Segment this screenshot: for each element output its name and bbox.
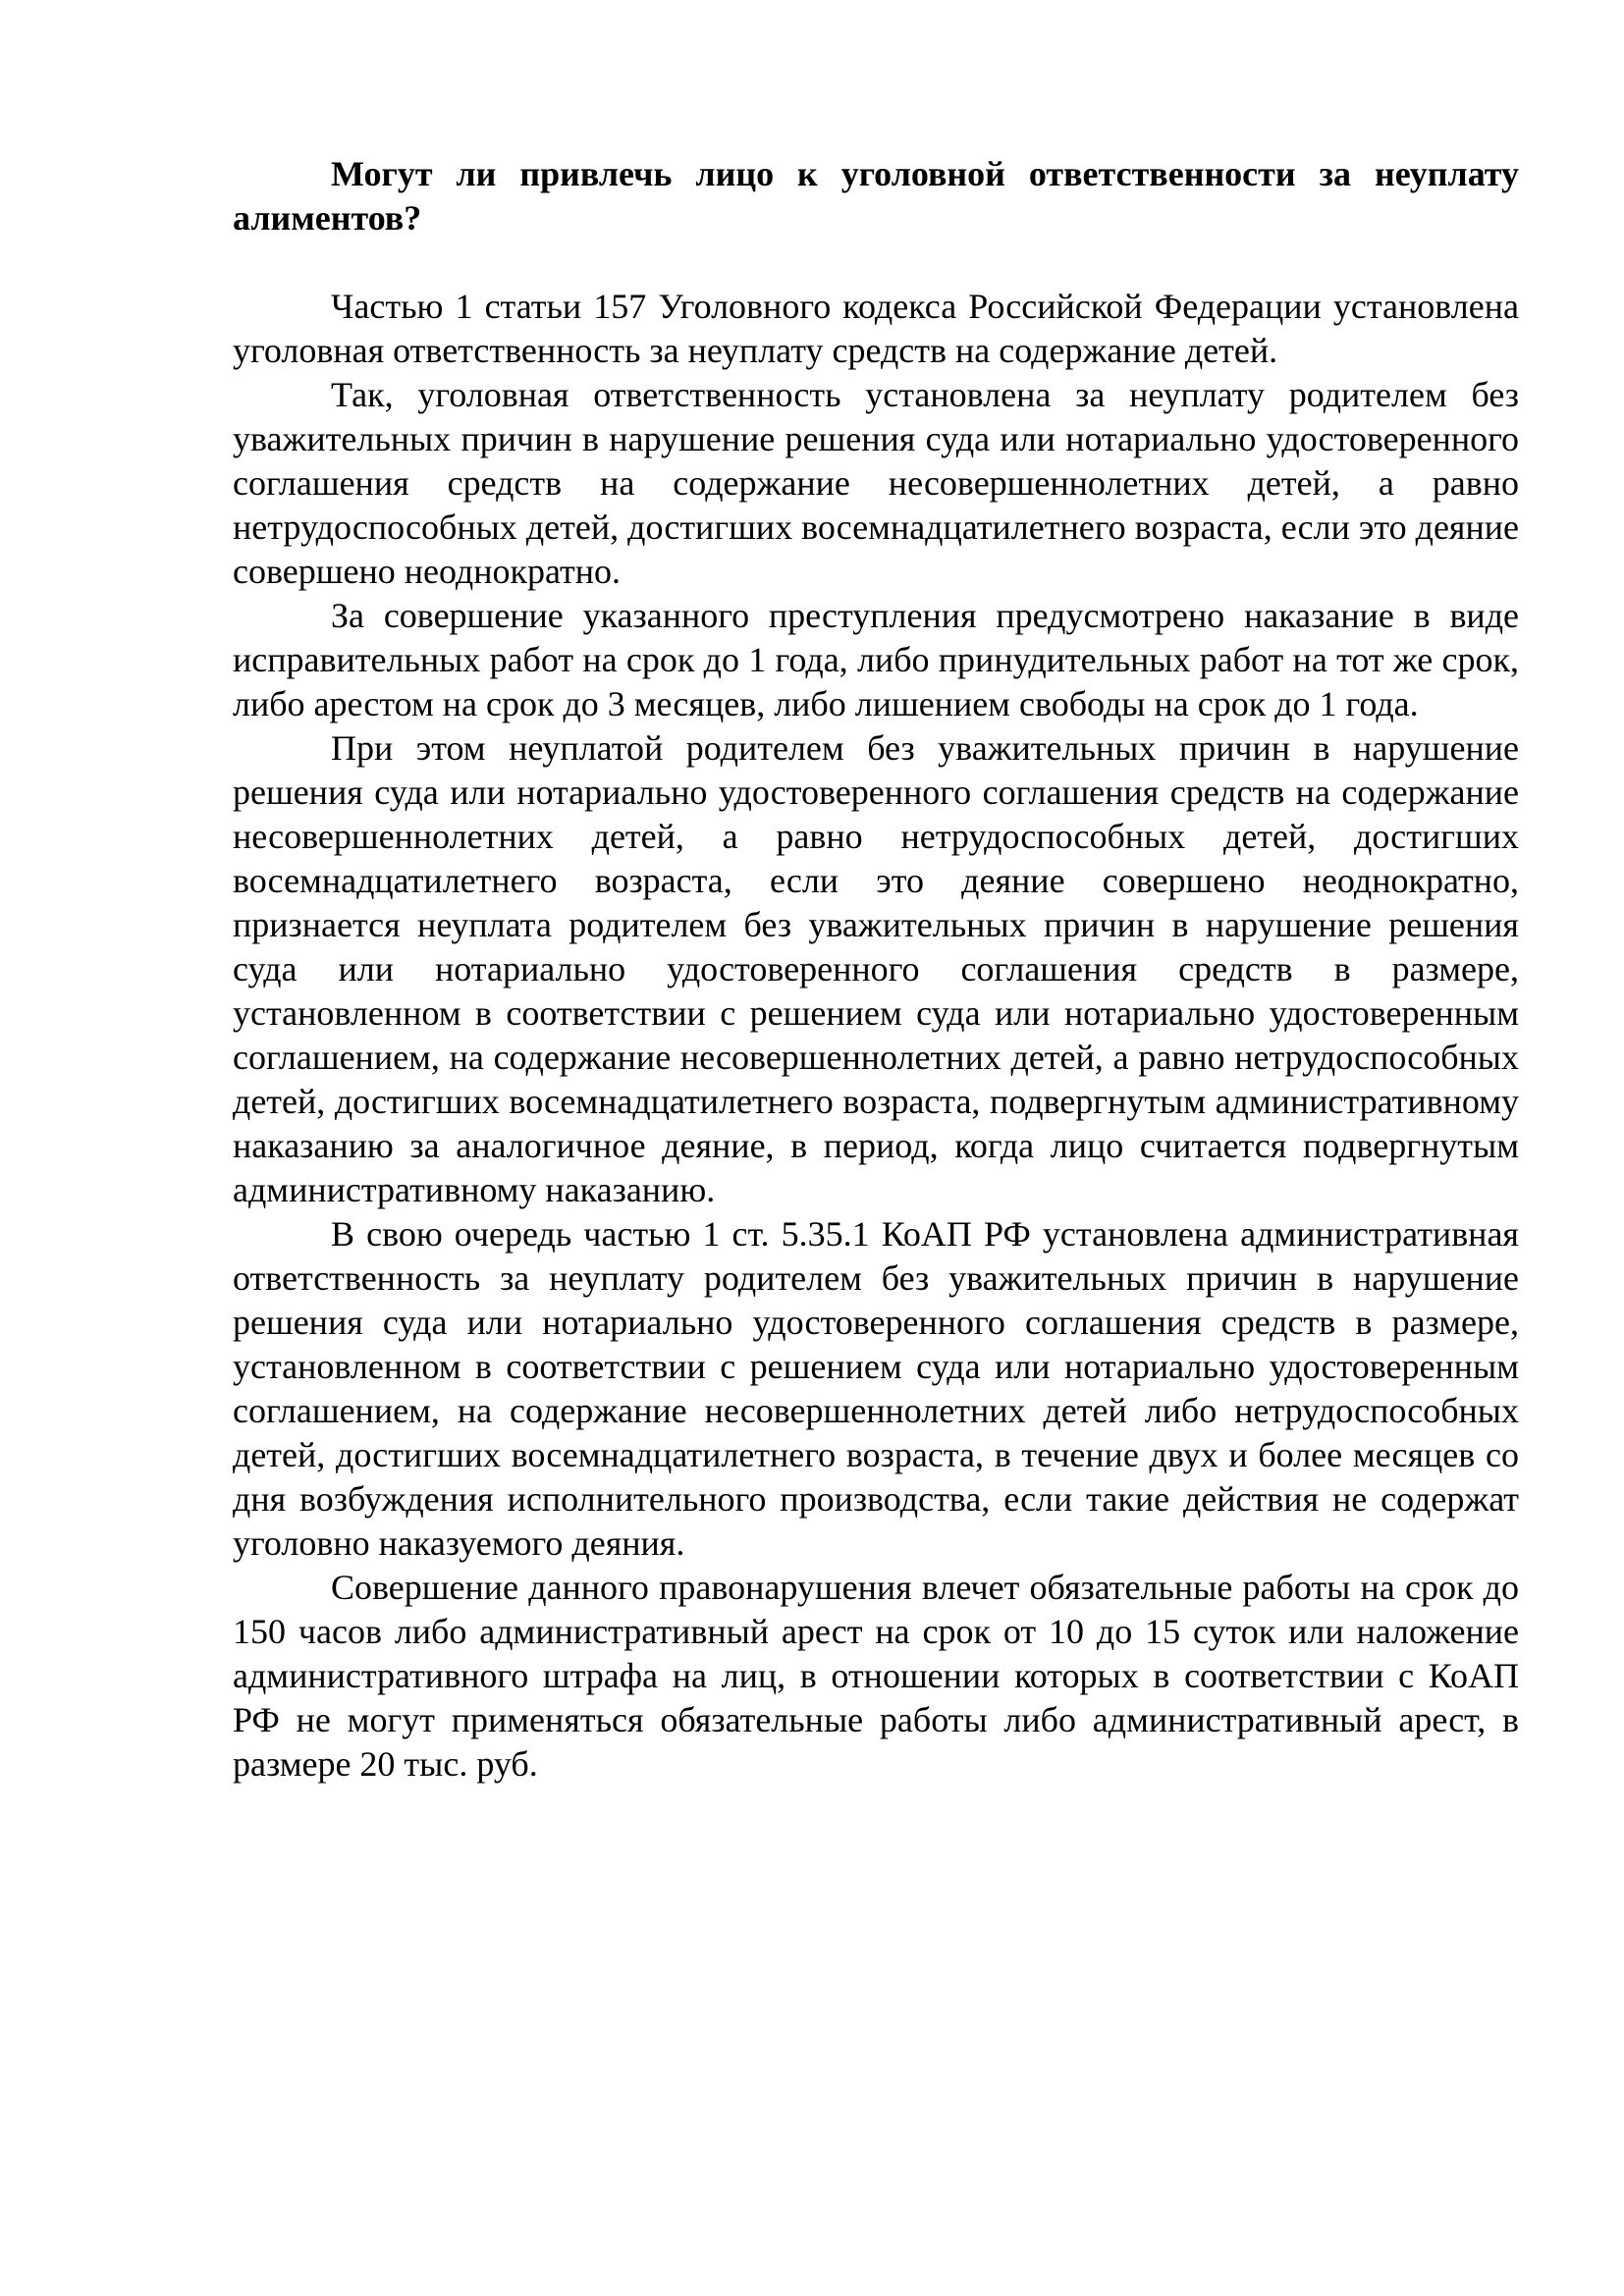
paragraph-administrative-liability: В свою очередь частью 1 ст. 5.35.1 КоАП РФ установлена административная ответственность за неуплату родителем без уважительных причин в нарушение решения суда или нотариально удостоверенного соглашения средств в размере, установленном в соответствии с решением суда или нотариально удостоверенным соглашением, на содержание несовершеннолетних детей либо нетрудоспособных детей, достигших восемнадцатилетнего возраста, в течение двух и более месяцев со дня возбуждения исполнительного производства, если такие действия не содержат уголовно наказуемого деяния. [233,1214,1519,1563]
document-title: Могут ли привлечь лицо к уголовной ответственности за неуплату алиментов? [233,154,1519,238]
document-page [233,152,1519,1787]
paragraph-definition: При этом неуплатой родителем без уважительных причин в нарушение решения суда или нотариально удостоверенного соглашения средств на содержание несовершеннолетних детей, а равно нетрудоспособных детей, достигших восемнадцатилетнего возраста, если это деяние совершено неоднократно, признается неуплата родителем без уважительных причин в нарушение решения суда или нотариально удостоверенного соглашения средств в размере, установленном в соответствии с решением суда или нотариально удостоверенным соглашением, на содержание несовершеннолетних детей, а равно нетрудоспособных детей, достигших восемнадцатилетнего возраста, подвергнутым административному наказанию за аналогичное деяние, в период, когда лицо считается подвергнутым административному наказанию. [233,728,1519,1209]
paragraph-administrative-penalty: Совершение данного правонарушения влечет обязательные работы на срок до 150 часов либо административный арест на срок от 10 до 15 суток или наложение административного штрафа на лиц, в отношении которых в соответствии с КоАП РФ не могут применяться обязательные работы либо административный арест, в размере 20 тыс. руб. [233,1568,1519,1784]
paragraph-article-157: Частью 1 статьи 157 Уголовного кодекса Российской Федерации установлена уголовная ответственность за неуплату средств на содержание детей. [233,287,1519,370]
paragraph-criminal-liability: Так, уголовная ответственность установлена за неуплату родителем без уважительных причин в нарушение решения суда или нотариально удостоверенного соглашения средств на содержание несовершеннолетних детей, а равно нетрудоспособных детей, достигших восемнадцатилетнего возраста, если это деяние совершено неоднократно. [233,375,1519,591]
paragraph-punishment: За совершение указанного преступления предусмотрено наказание в виде исправительных работ на срок до 1 года, либо принудительных работ на тот же срок, либо арестом на срок до 3 месяцев, либо лишением свободы на срок до 1 года. [233,596,1519,723]
document-body [233,285,1519,1787]
